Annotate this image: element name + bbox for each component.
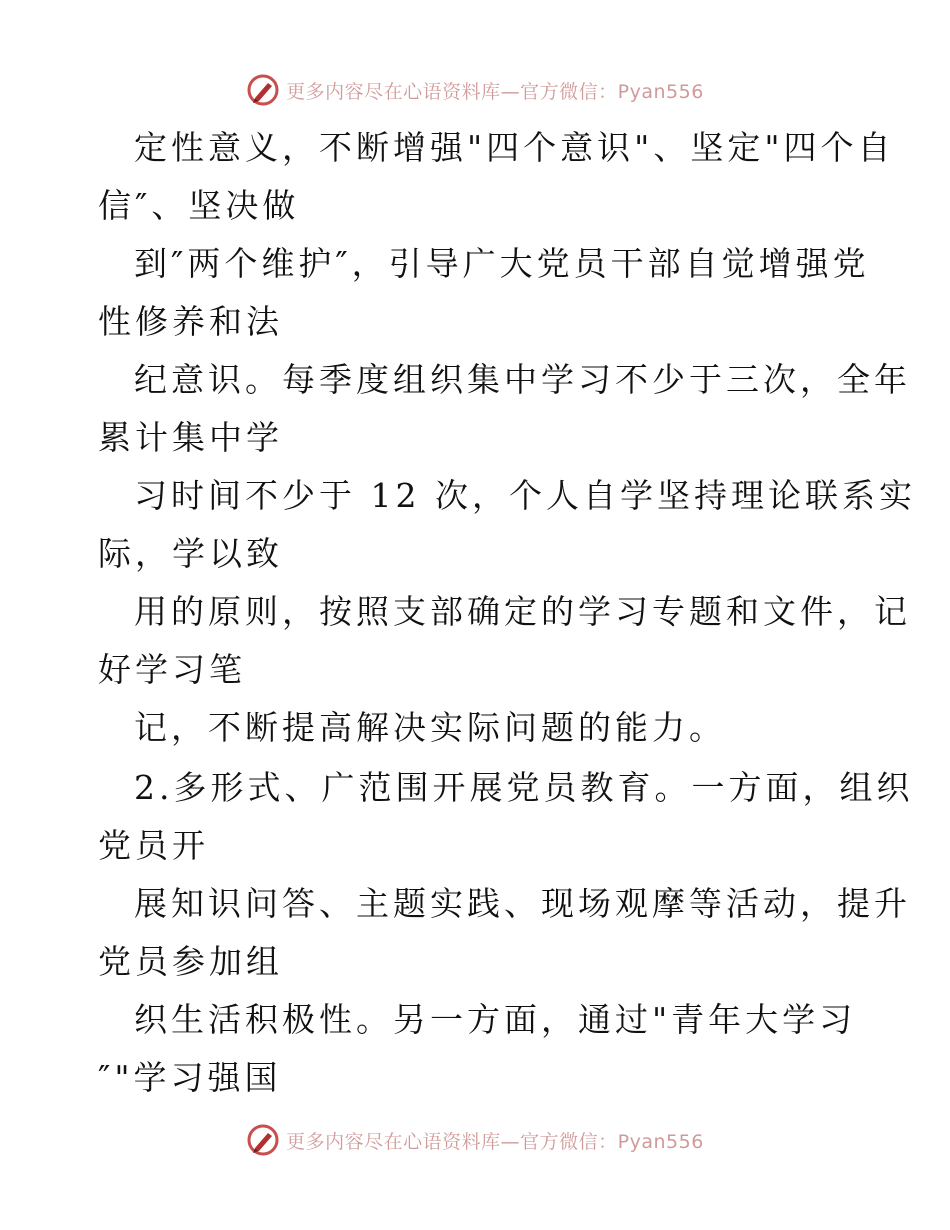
paragraph-line: 信″、坚决做: [98, 186, 300, 225]
paragraph-line: 性修养和法: [98, 302, 283, 341]
pen-logo-icon: [246, 73, 280, 107]
footer-watermark-banner: [0, 1118, 950, 1162]
header-watermark-text: 更多内容尽在心语资料库—官方微信：Pyan556: [286, 80, 704, 103]
pen-logo-icon: [246, 1123, 280, 1157]
paragraph-line: 党员开: [98, 826, 209, 865]
paragraph-line: 好学习笔: [98, 650, 246, 689]
paragraph-line: 累计集中学: [98, 418, 283, 457]
paragraph-line: 用的原则，按照支部确定的学习专题和文件，记: [134, 592, 911, 631]
paragraph-line: 纪意识。每季度组织集中学习不少于三次，全年: [134, 360, 911, 399]
header-watermark-banner: [0, 68, 950, 112]
paragraph-line: 展知识问答、主题实践、现场观摩等活动，提升: [134, 884, 911, 923]
footer-watermark-text: 更多内容尽在心语资料库—官方微信：Pyan556: [286, 1130, 704, 1153]
paragraph-line: ″"学习强国: [98, 1058, 282, 1097]
paragraph-line: 2.多形式、广范围开展党员教育。一方面，组织: [134, 768, 914, 807]
paragraph-line: 织生活积极性。另一方面，通过"青年大学习: [134, 1000, 857, 1039]
paragraph-line: 习时间不少于 12 次，个人自学坚持理论联系实: [134, 476, 916, 515]
paragraph-line: 定性意义，不断增强"四个意识"、坚定"四个自: [134, 128, 895, 167]
paragraph-line: 到″两个维护″，引导广大党员干部自觉增强党: [134, 244, 870, 283]
paragraph-line: 党员参加组: [98, 942, 283, 981]
paragraph-line: 记，不断提高解决实际问题的能力。: [134, 708, 726, 747]
paragraph-line: 际，学以致: [98, 534, 283, 573]
